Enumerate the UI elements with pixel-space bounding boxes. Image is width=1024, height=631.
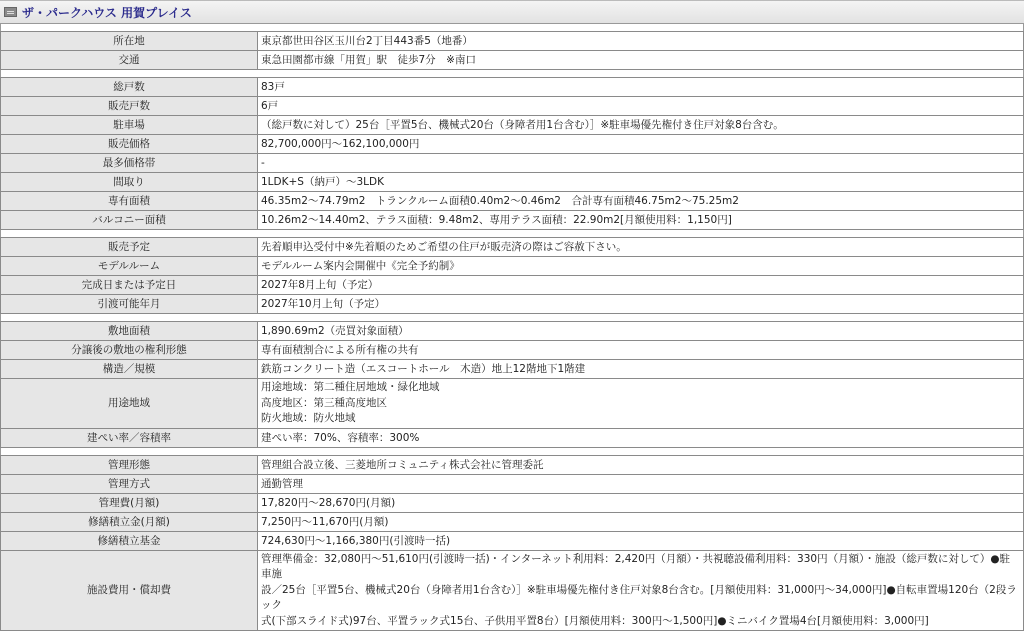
table-row [1,116,1024,135]
row-label: 敷地面積 [1,322,258,341]
row-value: 管理組合設立後、三菱地所コミュニティ株式会社に管理委託 [258,455,1024,474]
row-value: - [258,154,1024,173]
row-label: 修繕積立基金 [1,531,258,550]
table-row [1,51,1024,70]
row-value: 82,700,000円～162,100,000円 [258,135,1024,154]
row-label: 用途地域 [1,379,258,429]
row-label: 建ぺい率／容積率 [1,428,258,447]
row-label: モデルルーム [1,257,258,276]
value-line: 設／25台［平置5台、機械式20台（身障者用1台含む）］※駐車場優先権付き住戸対象8台含む。[月額使用料：31,000円～34,000円]●自転車置場120台（2段ラック [261,583,1020,614]
table-row [1,322,1024,341]
table-row [1,295,1024,314]
table-row [1,550,1024,631]
row-label: 構造／規模 [1,360,258,379]
row-label: 管理形態 [1,455,258,474]
details-table [0,455,1024,631]
table-row [1,257,1024,276]
row-value: 7,250円～11,670円(月額) [258,512,1024,531]
section-divider [0,24,1024,31]
table-row [1,474,1024,493]
row-value: 46.35m2～74.79m2 トランクルーム面積0.40m2～0.46m2 合計専有面積46.75m2～75.25m2 [258,192,1024,211]
property-details [0,24,1024,631]
row-label: バルコニー面積 [1,211,258,230]
row-label: 最多価格帯 [1,154,258,173]
table-row [1,97,1024,116]
row-label: 販売予定 [1,238,258,257]
row-value: 2027年10月上旬（予定） [258,295,1024,314]
row-label: 間取り [1,173,258,192]
table-row [1,173,1024,192]
table-row [1,211,1024,230]
row-label: 完成日または予定日 [1,276,258,295]
row-label: 駐車場 [1,116,258,135]
page-title: ザ・パークハウス 用賀プレイス [22,4,192,21]
row-label: 販売価格 [1,135,258,154]
table-row [1,428,1024,447]
row-label: 分譲後の敷地の権利形態 [1,341,258,360]
table-row [1,32,1024,51]
row-value: 建ぺい率：70%、容積率：300% [258,428,1024,447]
row-value: 先着順申込受付中※先着順のためご希望の住戸が販売済の際はご容赦下さい。 [258,238,1024,257]
table-row [1,493,1024,512]
row-label: 総戸数 [1,78,258,97]
table-row [1,192,1024,211]
row-value: 鉄筋コンクリート造（エスコートホール 木造）地上12階地下1階建 [258,360,1024,379]
row-label: 修繕積立金(月額) [1,512,258,531]
section-divider [0,448,1024,455]
row-value: 東京都世田谷区玉川台2丁目443番5（地番） [258,32,1024,51]
row-label: 管理費(月額) [1,493,258,512]
row-value: 通勤管理 [258,474,1024,493]
row-value: 6戸 [258,97,1024,116]
value-line: 高度地区：第三種高度地区 [261,396,1020,412]
row-value: 724,630円～1,166,380円(引渡時一括) [258,531,1024,550]
row-label: 引渡可能年月 [1,295,258,314]
row-value: 17,820円～28,670円(月額) [258,493,1024,512]
section-divider [0,314,1024,321]
value-line: 管理準備金：32,080円～51,610円(引渡時一括)・インターネット利用料：2,420円（月額）・共視聴設備利用料：330円（月額）・施設（総戸数に対して）●駐車施 [261,552,1020,583]
details-table [0,321,1024,448]
value-line: 用途地域：第二種住居地域・緑化地域 [261,380,1020,396]
details-table [0,77,1024,230]
table-row [1,276,1024,295]
table-row [1,455,1024,474]
row-value: （総戸数に対して）25台［平置5台、機械式20台（身障者用1台含む）］※駐車場優先権付き住戸対象8台含む。 [258,116,1024,135]
table-row [1,135,1024,154]
table-row [1,238,1024,257]
section-divider [0,70,1024,77]
row-value: モデルルーム案内会開催中《完全予約制》 [258,257,1024,276]
row-label: 所在地 [1,32,258,51]
row-value: 専有面積割合による所有権の共有 [258,341,1024,360]
title-bar [0,0,1024,24]
row-label: 販売戸数 [1,97,258,116]
row-value [258,550,1024,631]
table-row [1,379,1024,429]
value-line: 式(下部スライド式)97台、平置ラック式15台、子供用平置8台）[月額使用料：300円～1,500円]●ミニバイク置場4台[月額使用料：3,000円] [261,614,1020,630]
row-value: 東急田園都市線「用賀」駅 徒歩7分 ※南口 [258,51,1024,70]
row-label: 専有面積 [1,192,258,211]
row-label: 管理方式 [1,474,258,493]
table-row [1,512,1024,531]
row-value [258,379,1024,429]
row-value: 83戸 [258,78,1024,97]
details-table [0,31,1024,70]
row-value: 1,890.69m2（売買対象面積） [258,322,1024,341]
row-label: 交通 [1,51,258,70]
table-row [1,341,1024,360]
row-label: 施設費用・償却費 [1,550,258,631]
table-row [1,154,1024,173]
row-value: 1LDK+S（納戸）～3LDK [258,173,1024,192]
table-row [1,360,1024,379]
building-icon [4,7,17,17]
table-row [1,78,1024,97]
details-table [0,237,1024,314]
table-row [1,531,1024,550]
row-value: 10.26m2～14.40m2、テラス面積：9.48m2、専用テラス面積：22.90m2[月額使用料：1,150円] [258,211,1024,230]
row-value: 2027年8月上旬（予定） [258,276,1024,295]
value-line: 防火地域：防火地域 [261,411,1020,427]
section-divider [0,230,1024,237]
